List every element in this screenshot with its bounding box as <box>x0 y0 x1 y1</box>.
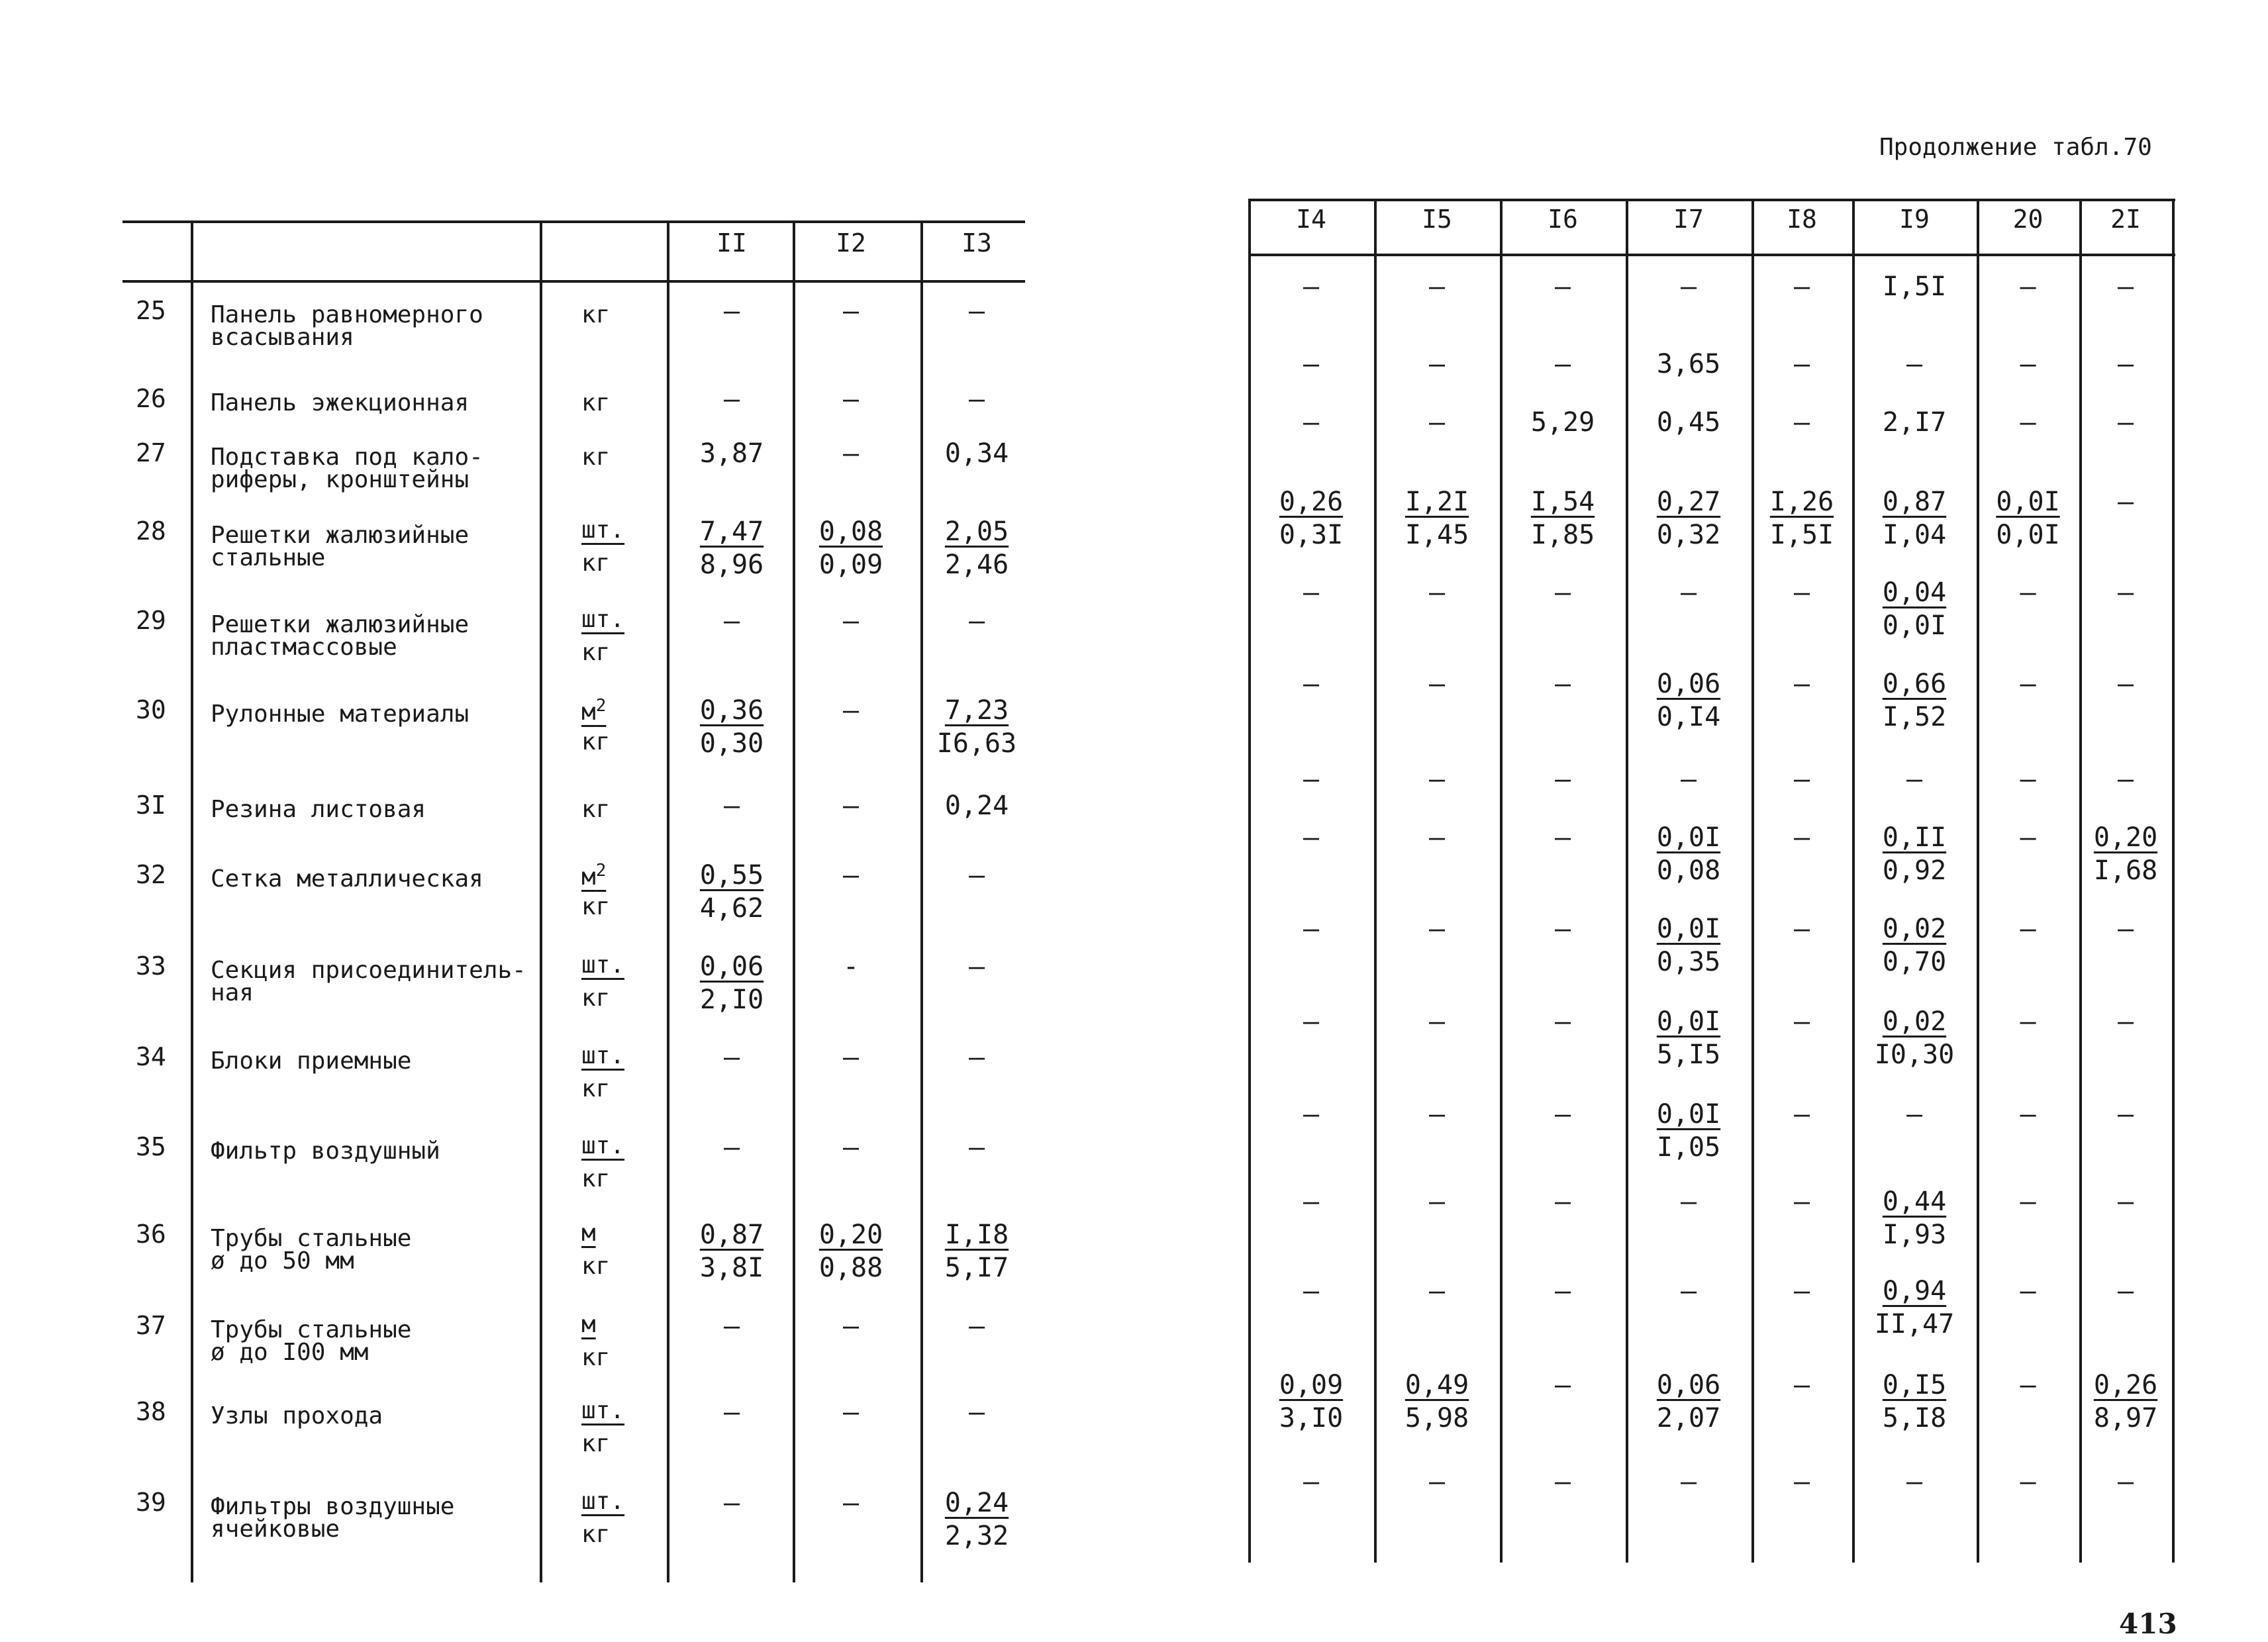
right-value-numerator: 0,26 <box>1279 487 1344 517</box>
right-value: – <box>1793 1099 1810 1130</box>
right-value: – <box>2020 1186 2036 1217</box>
right-value-denominator: I,52 <box>1882 702 1947 732</box>
left-value: – <box>842 1397 860 1427</box>
right-value-numerator: I,54 <box>1530 487 1595 517</box>
right-value: – <box>1554 822 1571 853</box>
right-value: – <box>1428 577 1446 608</box>
right-value: – <box>2020 577 2036 608</box>
right-value: – <box>1680 1276 1697 1306</box>
page-number: 413 <box>2119 1608 2177 1640</box>
left-value: – <box>723 1042 740 1073</box>
right-value: – <box>2117 487 2134 517</box>
right-value-numerator: 0,0I <box>1656 822 1721 853</box>
right-value-numerator: 0,0I <box>1656 1006 1721 1037</box>
right-value-numerator: 0,02 <box>1882 1006 1947 1037</box>
row-name: Фильтр воздушный <box>211 1137 440 1165</box>
left-value: – <box>723 1488 740 1518</box>
left-value: – <box>723 791 740 821</box>
row-number: 28 <box>136 516 166 546</box>
right-value: – <box>1428 349 1446 379</box>
right-value: – <box>2020 1276 2036 1306</box>
right-value-denominator: II,47 <box>1874 1309 1955 1339</box>
right-value: – <box>2020 669 2036 699</box>
row-name: Фильтры воздушные <box>211 1493 455 1520</box>
right-value: – <box>1428 822 1446 853</box>
left-value-denominator: 0,88 <box>818 1253 883 1283</box>
right-value: – <box>1428 914 1446 944</box>
right-value: – <box>2117 669 2134 699</box>
right-value: – <box>1554 669 1571 699</box>
right-value: – <box>1554 1186 1571 1217</box>
right-value: – <box>1428 669 1446 699</box>
left-value: – <box>968 860 985 891</box>
row-name: Решетки жалюзийные <box>211 522 469 549</box>
right-value: – <box>1554 271 1571 302</box>
right-value: – <box>2117 764 2134 795</box>
right-value-numerator: 0,87 <box>1882 487 1947 517</box>
column-header: I5 <box>1422 205 1452 234</box>
left-value: – <box>842 791 860 821</box>
right-value-numerator: I,26 <box>1769 487 1834 517</box>
right-value: – <box>1554 577 1571 608</box>
row-unit: кг <box>581 389 611 416</box>
row-unit: кг <box>581 728 611 755</box>
row-unit: кг <box>581 301 611 328</box>
right-table-header-rule <box>1248 254 2175 256</box>
row-unit: кг <box>581 1075 611 1102</box>
right-value-numerator: 0,26 <box>2093 1370 2158 1400</box>
left-value-denominator: 4,62 <box>699 893 764 924</box>
right-value: – <box>1793 271 1810 302</box>
right-value: – <box>2117 271 2134 302</box>
right-value: – <box>1680 1186 1697 1217</box>
right-value-denominator: I,05 <box>1656 1132 1721 1163</box>
right-value-denominator: 5,I5 <box>1656 1039 1721 1070</box>
right-value: – <box>1428 1186 1446 1217</box>
row-name: стальные <box>211 544 326 571</box>
row-unit: м <box>581 1311 596 1338</box>
right-table-top-rule <box>1248 199 2175 201</box>
left-value: – <box>842 1488 860 1518</box>
right-value-numerator: 0,49 <box>1405 1370 1469 1400</box>
right-value: – <box>1793 1467 1810 1497</box>
right-value: – <box>1793 1186 1810 1217</box>
left-value-numerator: 7,47 <box>699 516 764 547</box>
left-value: – <box>842 695 860 726</box>
row-unit: шт. <box>581 516 625 544</box>
right-value: – <box>1793 669 1810 699</box>
left-value: – <box>723 606 740 636</box>
left-value: - <box>842 951 860 982</box>
right-value: – <box>1554 1370 1571 1400</box>
right-value-numerator: 0,0I <box>1656 1099 1721 1130</box>
right-value: – <box>1680 764 1697 795</box>
left-value-numerator: 2,05 <box>944 516 1009 547</box>
row-name: ная <box>211 979 254 1006</box>
row-unit: шт. <box>581 1042 625 1069</box>
row-unit: кг <box>581 985 611 1012</box>
right-value: – <box>2117 1186 2134 1217</box>
row-unit: шт. <box>581 1488 625 1515</box>
left-value-denominator: 2,46 <box>944 550 1009 580</box>
row-number: 3I <box>136 791 166 820</box>
left-value-denominator: 8,96 <box>699 550 764 580</box>
right-value: – <box>2117 914 2134 944</box>
row-unit: шт. <box>581 606 625 633</box>
right-value: – <box>1303 914 1320 944</box>
right-value-denominator: 8,97 <box>2093 1403 2158 1433</box>
right-value: – <box>2117 1276 2134 1306</box>
right-value-denominator: 0,0I <box>1996 520 2060 550</box>
right-value-denominator: 0,70 <box>1882 947 1947 977</box>
right-value: – <box>1554 914 1571 944</box>
right-value-numerator: 0,II <box>1882 822 1947 853</box>
right-value-denominator: I,68 <box>2093 855 2158 886</box>
left-value-numerator: 0,20 <box>818 1220 883 1250</box>
column-header: 20 <box>2012 205 2044 234</box>
right-value: – <box>1554 764 1571 795</box>
column-header: I6 <box>1548 205 1578 234</box>
row-unit: кг <box>581 444 611 471</box>
right-value: – <box>1303 349 1320 379</box>
left-value-numerator: 0,24 <box>944 1488 1009 1518</box>
column-header: 2I <box>2110 205 2141 234</box>
row-number: 30 <box>136 695 166 724</box>
row-unit: $м^2$ <box>581 861 607 891</box>
left-value-numerator: 0,55 <box>699 860 764 891</box>
right-value: – <box>2020 1467 2036 1497</box>
right-value: – <box>2020 407 2036 438</box>
right-value-denominator: 3,I0 <box>1279 1403 1344 1433</box>
right-value-denominator: 0,I4 <box>1656 702 1721 732</box>
row-unit: шт. <box>581 1132 625 1159</box>
right-value: – <box>2020 1006 2036 1037</box>
right-value-denominator: I,5I <box>1769 520 1834 550</box>
column-header: I3 <box>961 228 992 258</box>
row-name: Подставка под кало- <box>211 444 483 471</box>
left-value: – <box>968 1042 985 1073</box>
left-value-numerator: 0,08 <box>818 516 883 547</box>
row-name: Панель эжекционная <box>211 389 469 416</box>
row-unit: шт. <box>581 1397 625 1424</box>
left-value: – <box>723 1132 740 1163</box>
right-value: – <box>1680 577 1697 608</box>
right-value-denominator: 0,32 <box>1656 520 1721 550</box>
left-value: 3,87 <box>699 438 764 469</box>
row-unit: кг <box>581 550 611 577</box>
right-value: – <box>1680 271 1697 302</box>
row-name: Трубы стальные <box>211 1225 412 1252</box>
right-value: – <box>2117 577 2134 608</box>
row-unit: кг <box>581 796 611 823</box>
row-name: Решетки жалюзийные <box>211 611 469 638</box>
right-value: – <box>1793 577 1810 608</box>
right-value: – <box>2020 1370 2036 1400</box>
row-unit: кг <box>581 1344 611 1371</box>
right-value: – <box>2020 822 2036 853</box>
right-value-numerator: 0,94 <box>1882 1276 1947 1306</box>
left-value: – <box>723 384 740 414</box>
left-value: – <box>968 384 985 414</box>
right-value: – <box>1428 271 1446 302</box>
row-number: 39 <box>136 1488 166 1517</box>
row-number: 26 <box>136 384 166 413</box>
row-name: Блоки приемные <box>211 1047 412 1075</box>
row-number: 34 <box>136 1042 166 1071</box>
left-value: – <box>842 860 860 891</box>
right-value: – <box>1428 407 1446 438</box>
column-header: I2 <box>836 228 866 258</box>
left-table-column-rule <box>920 220 923 1582</box>
row-name: всасывания <box>211 324 354 351</box>
right-value: – <box>2117 1099 2134 1130</box>
row-unit: м <box>581 1220 596 1247</box>
right-value-numerator: 0,09 <box>1279 1370 1344 1400</box>
right-value: – <box>1906 1099 1923 1130</box>
right-value: – <box>1303 669 1320 699</box>
column-header: I4 <box>1296 205 1326 234</box>
right-value: – <box>1303 577 1320 608</box>
row-number: 25 <box>136 296 166 325</box>
right-value: – <box>1793 764 1810 795</box>
left-value: – <box>842 296 860 326</box>
left-value: – <box>842 438 860 469</box>
right-value: – <box>1793 1276 1810 1306</box>
right-value-numerator: I,2I <box>1405 487 1469 517</box>
row-name: Трубы стальные <box>211 1316 412 1343</box>
left-value-denominator: I6,63 <box>936 728 1017 759</box>
row-number: 29 <box>136 606 166 635</box>
right-value: – <box>1906 349 1923 379</box>
right-value-denominator: I,93 <box>1882 1220 1947 1250</box>
right-value-denominator: 0,08 <box>1656 855 1721 886</box>
right-value-denominator: 5,98 <box>1405 1403 1469 1433</box>
row-number: 35 <box>136 1132 166 1161</box>
left-table-column-rule <box>191 220 193 1582</box>
right-value: – <box>2117 1467 2134 1497</box>
right-value: – <box>1303 1186 1320 1217</box>
right-value: – <box>1554 1099 1571 1130</box>
right-value-numerator: 0,27 <box>1656 487 1721 517</box>
right-value-numerator: 0,06 <box>1656 669 1721 699</box>
right-value: – <box>1793 407 1810 438</box>
right-value: 3,65 <box>1656 349 1721 379</box>
left-value: – <box>968 1397 985 1427</box>
row-unit: $м^2$ <box>581 696 607 726</box>
left-value: – <box>842 1132 860 1163</box>
right-value-numerator: 0,0I <box>1996 487 2060 517</box>
right-value: – <box>1303 1006 1320 1037</box>
column-header: I7 <box>1673 205 1704 234</box>
right-value: – <box>1303 407 1320 438</box>
right-value: – <box>2020 271 2036 302</box>
column-header: I9 <box>1899 205 1930 234</box>
left-value: – <box>842 1042 860 1073</box>
right-value-denominator: I0,30 <box>1874 1039 1955 1070</box>
right-value-numerator: 0,02 <box>1882 914 1947 944</box>
right-value-denominator: 5,I8 <box>1882 1403 1947 1433</box>
right-value: 5,29 <box>1530 407 1595 438</box>
right-value: – <box>2117 1006 2134 1037</box>
left-value: – <box>968 1132 985 1163</box>
left-value-denominator: 3,8I <box>699 1253 764 1283</box>
table-caption: Продолжение табл.70 <box>1879 134 2152 161</box>
left-value: – <box>723 1397 740 1427</box>
row-name: Сетка металлическая <box>211 865 483 893</box>
left-value: – <box>723 296 740 326</box>
row-number: 33 <box>136 951 166 981</box>
row-name: ø до 50 мм <box>211 1247 354 1275</box>
right-value: – <box>1428 764 1446 795</box>
right-value: – <box>1793 914 1810 944</box>
left-table-header-rule <box>123 280 1025 283</box>
column-header: II <box>716 228 747 258</box>
row-name: Панель равномерного <box>211 301 483 328</box>
left-value: – <box>968 1311 985 1341</box>
row-name: Узлы прохода <box>211 1402 383 1429</box>
left-value-denominator: 0,30 <box>699 728 764 759</box>
left-value: – <box>968 296 985 326</box>
row-unit: кг <box>581 1521 611 1548</box>
row-name: ø до I00 мм <box>211 1339 369 1366</box>
right-value: – <box>2117 407 2134 438</box>
row-unit: кг <box>581 1430 611 1457</box>
right-value-numerator: 0,06 <box>1656 1370 1721 1400</box>
left-value: – <box>968 606 985 636</box>
right-value: – <box>1303 822 1320 853</box>
row-unit: кг <box>581 893 611 920</box>
right-value: – <box>2020 349 2036 379</box>
row-unit: шт. <box>581 951 625 979</box>
row-name: ячейковые <box>211 1516 340 1543</box>
left-value-numerator: I,I8 <box>944 1220 1009 1250</box>
row-number: 36 <box>136 1220 166 1249</box>
right-value: – <box>1303 1276 1320 1306</box>
right-value: – <box>1303 764 1320 795</box>
right-value: – <box>1303 271 1320 302</box>
right-value: – <box>1303 1467 1320 1497</box>
right-value-denominator: 0,3I <box>1279 520 1344 550</box>
right-value-denominator: 0,35 <box>1656 947 1721 977</box>
right-value: – <box>1793 1006 1810 1037</box>
left-value-denominator: 5,I7 <box>944 1253 1009 1283</box>
right-value: – <box>1303 1099 1320 1130</box>
right-value-numerator: 0,44 <box>1882 1186 1947 1217</box>
left-value-numerator: 0,36 <box>699 695 764 726</box>
right-value: – <box>1428 1276 1446 1306</box>
row-name: Рулонные материалы <box>211 700 469 728</box>
right-value-numerator: 0,I5 <box>1882 1370 1947 1400</box>
column-header: I8 <box>1787 205 1817 234</box>
row-name: Резина листовая <box>211 796 426 823</box>
right-value: – <box>1906 764 1923 795</box>
left-value: 0,24 <box>944 791 1009 821</box>
right-value: – <box>1793 1370 1810 1400</box>
right-value: – <box>1906 1467 1923 1497</box>
left-value-numerator: 0,06 <box>699 951 764 982</box>
row-number: 37 <box>136 1311 166 1340</box>
row-unit: кг <box>581 1253 611 1280</box>
row-number: 38 <box>136 1397 166 1426</box>
row-number: 32 <box>136 860 166 889</box>
right-value: – <box>1428 1467 1446 1497</box>
right-value: – <box>1793 349 1810 379</box>
right-value-denominator: 2,07 <box>1656 1403 1721 1433</box>
left-value: – <box>842 384 860 414</box>
right-value-denominator: I,45 <box>1405 520 1469 550</box>
row-name: риферы, кронштейны <box>211 466 469 493</box>
right-value: – <box>1554 1467 1571 1497</box>
row-name: Секция присоединитель- <box>211 957 526 984</box>
right-value-numerator: 0,66 <box>1882 669 1947 699</box>
left-value-numerator: 7,23 <box>944 695 1009 726</box>
left-value: – <box>723 1311 740 1341</box>
row-unit: кг <box>581 639 611 666</box>
right-value: – <box>1428 1099 1446 1130</box>
left-value-denominator: 0,09 <box>818 550 883 580</box>
left-value: – <box>968 951 985 982</box>
right-value: 2,I7 <box>1882 407 1947 438</box>
right-value: – <box>1554 1276 1571 1306</box>
left-value: 0,34 <box>944 438 1009 469</box>
right-value: – <box>1680 1467 1697 1497</box>
left-value-denominator: 2,I0 <box>699 985 764 1015</box>
right-value-denominator: 0,0I <box>1882 610 1947 641</box>
right-value-denominator: 0,92 <box>1882 855 1947 886</box>
right-value-denominator: I,04 <box>1882 520 1947 550</box>
left-table-top-rule <box>123 220 1025 223</box>
right-value-numerator: 0,0I <box>1656 914 1721 944</box>
row-number: 27 <box>136 438 166 467</box>
left-value-numerator: 0,87 <box>699 1220 764 1250</box>
left-value: – <box>842 606 860 636</box>
right-value-numerator: 0,04 <box>1882 577 1947 608</box>
right-value: I,5I <box>1882 271 1947 302</box>
right-value: – <box>1793 822 1810 853</box>
row-name: пластмассовые <box>211 634 397 661</box>
right-value: – <box>2020 764 2036 795</box>
right-value: – <box>1554 349 1571 379</box>
row-unit: кг <box>581 1165 611 1192</box>
right-value-denominator: I,85 <box>1530 520 1595 550</box>
right-value: – <box>2020 1099 2036 1130</box>
right-value: – <box>1428 1006 1446 1037</box>
right-value: – <box>2117 349 2134 379</box>
right-table-column-rule <box>1500 199 1503 1563</box>
right-table-column-rule <box>1374 199 1377 1563</box>
left-value: – <box>842 1311 860 1341</box>
left-value-denominator: 2,32 <box>944 1521 1009 1551</box>
right-value: – <box>2020 914 2036 944</box>
right-table-column-rule <box>1248 199 1251 1563</box>
left-table-column-rule <box>540 220 542 1582</box>
right-value-numerator: 0,20 <box>2093 822 2158 853</box>
right-value: – <box>1554 1006 1571 1037</box>
right-value: 0,45 <box>1656 407 1721 438</box>
